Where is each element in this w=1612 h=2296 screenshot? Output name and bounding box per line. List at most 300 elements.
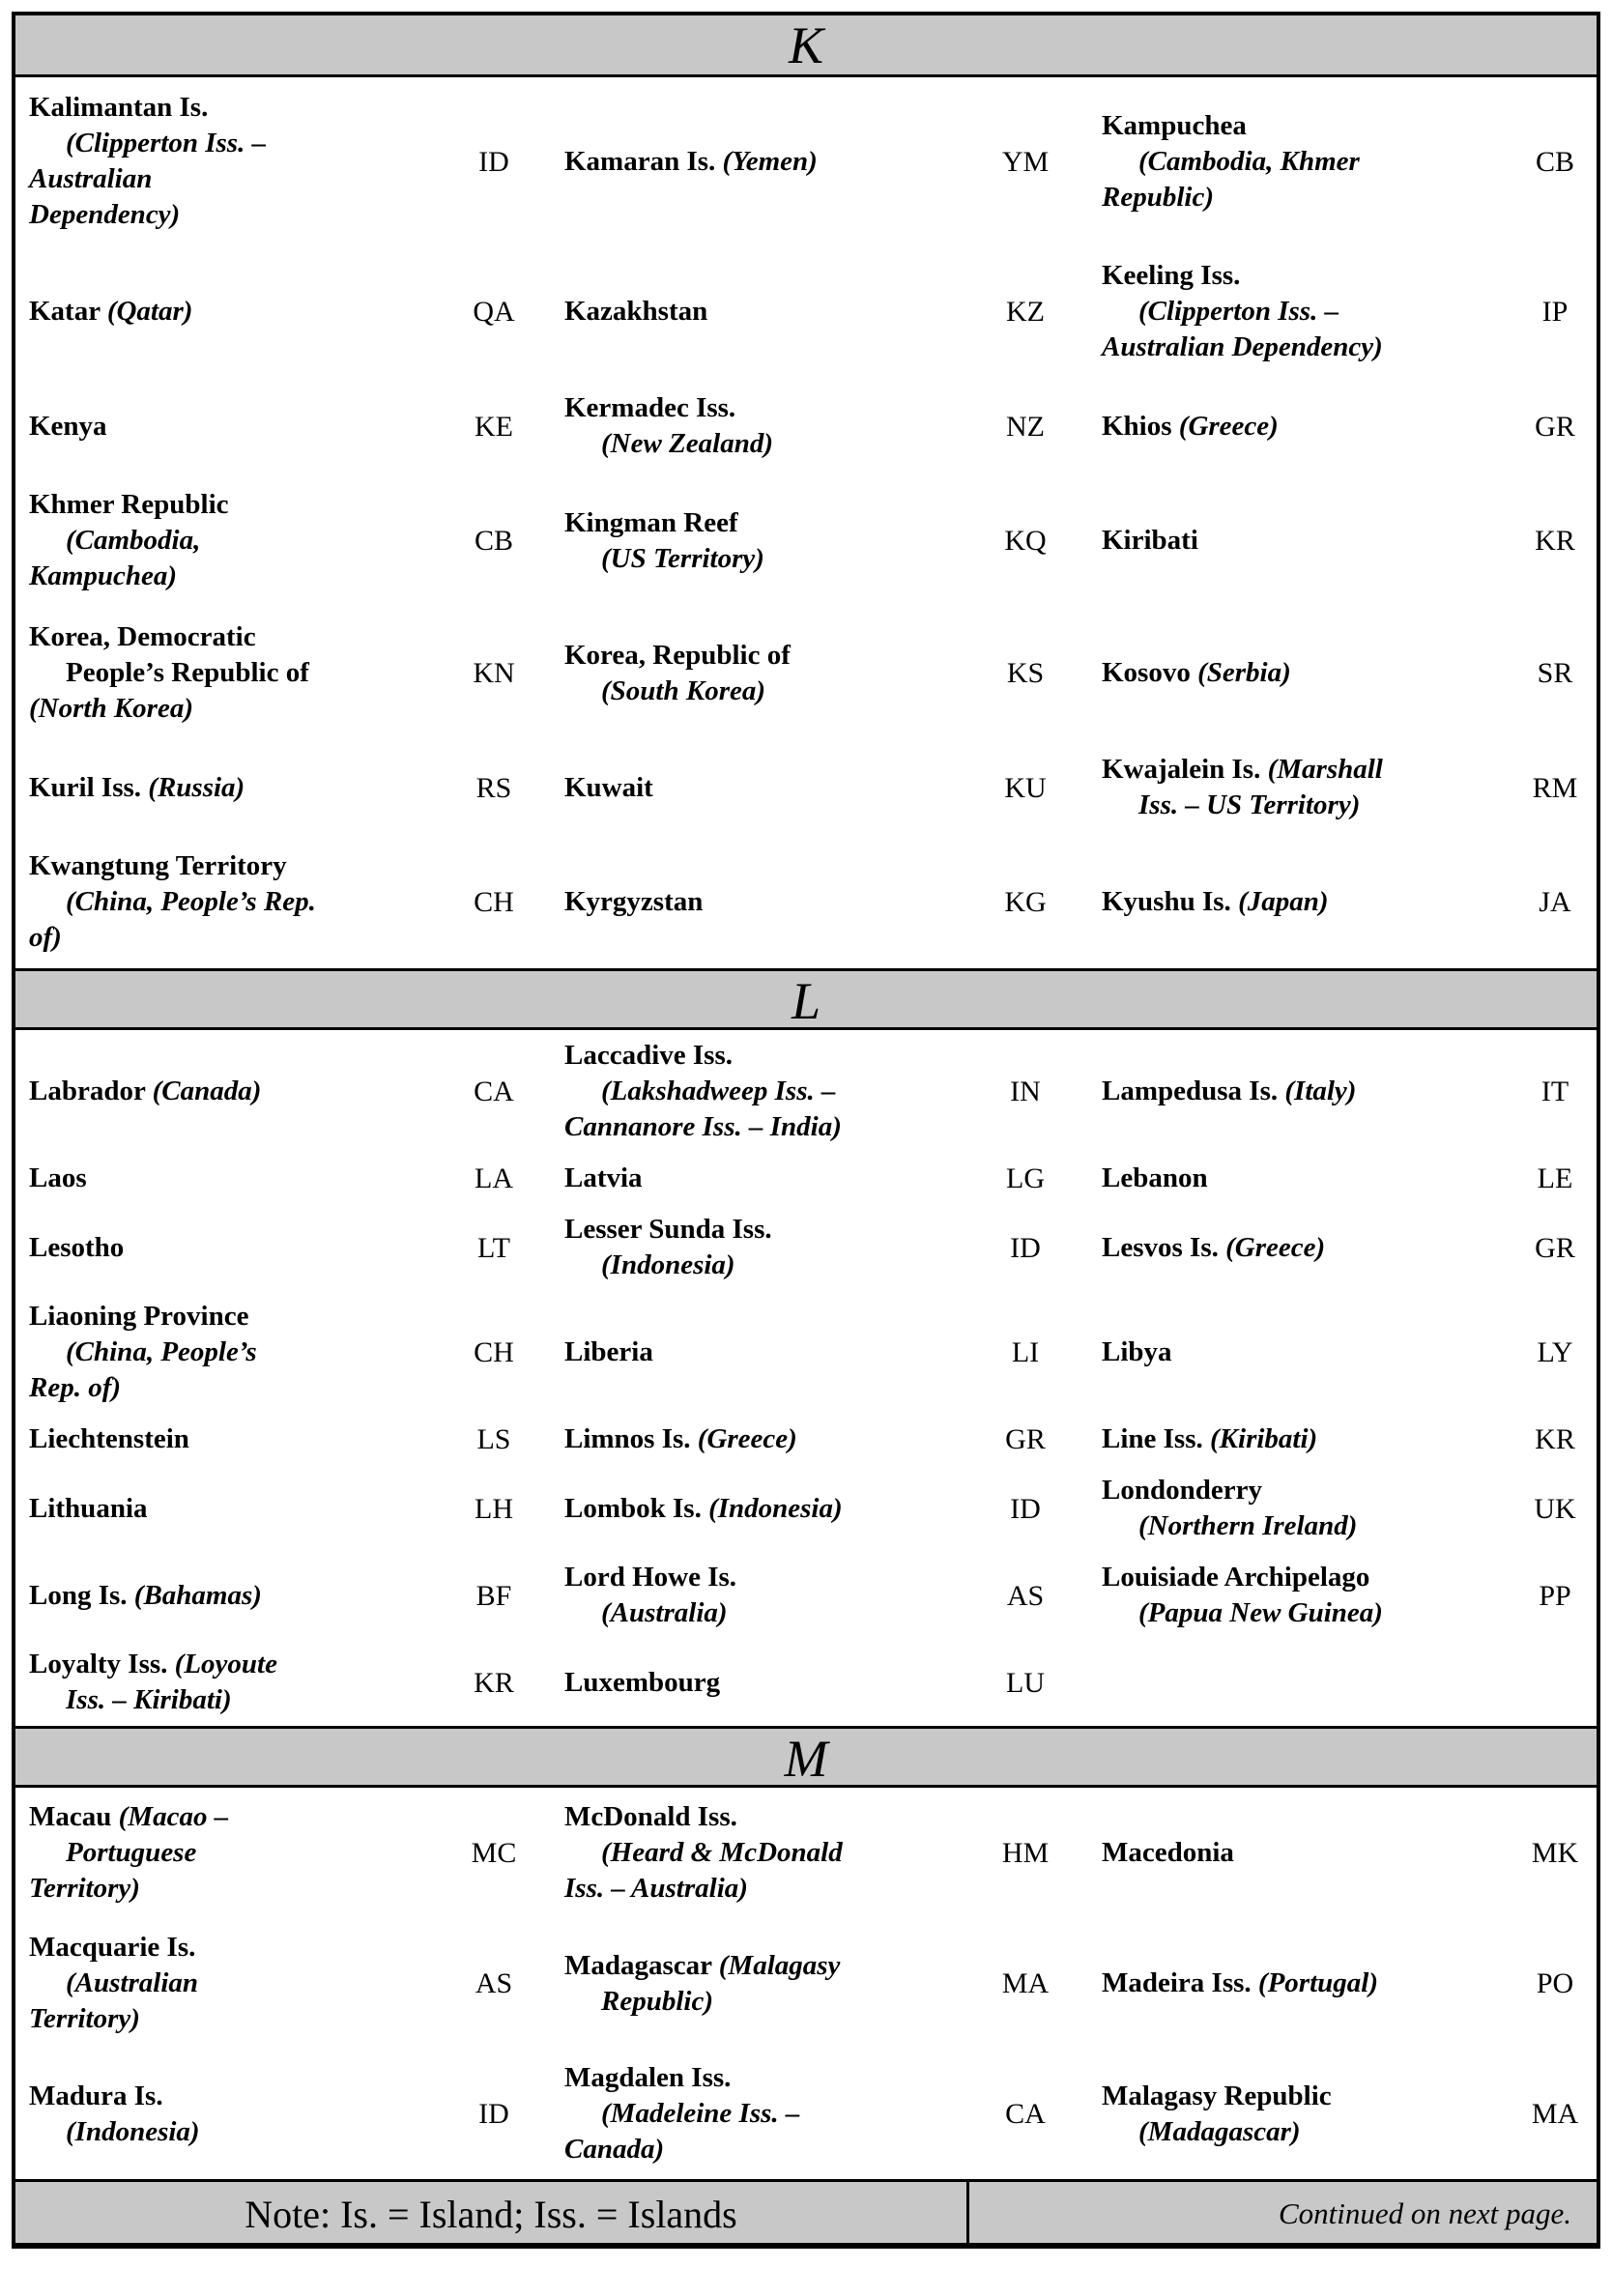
entry-row (15, 1291, 1597, 1414)
entry-name-main: Khios (1102, 410, 1179, 442)
entry-code: LA (475, 1162, 513, 1194)
entry-name-line (1102, 1230, 1513, 1266)
entry-name-main: Lithuania (29, 1492, 148, 1524)
entry-name-line (564, 1835, 982, 1871)
entry-name-main: Lampedusa Is. (1102, 1076, 1285, 1106)
entry-name (1069, 1421, 1513, 1457)
entry-name-qualifier: (Madagascar) (1138, 2115, 1301, 2147)
entry-name (1069, 1161, 1513, 1196)
entry-code: JA (1539, 886, 1571, 918)
entry-name-main: Laos (29, 1162, 87, 1193)
entry-name-line (29, 197, 450, 233)
entry-name-main: Kosovo (1102, 657, 1198, 688)
entry-name-qualifier: (Portugal) (1257, 1967, 1378, 1998)
entry-name-qualifier: Dependency) (29, 199, 181, 230)
entry-name-main: Madura Is. (29, 2080, 163, 2111)
entry-name-qualifier: (Greece) (1178, 410, 1279, 442)
entry-name-qualifier: (Japan) (1238, 886, 1329, 917)
entry-name-main: Kwangtung Territory (29, 850, 287, 881)
entry-name-qualifier: (Italy) (1284, 1076, 1357, 1106)
entry-name-line (29, 1421, 450, 1457)
entry-code: LY (1537, 1336, 1573, 1368)
entry-name-main: Lesotho (29, 1231, 125, 1263)
section-letter-L: L (791, 972, 821, 1030)
entry-name-line (1102, 2079, 1513, 2114)
entry-name-main: Madeira Iss. (1102, 1967, 1258, 1998)
entry-name-line (1102, 1560, 1513, 1595)
table-footer (15, 2179, 1597, 2243)
entry-name-line (29, 1799, 450, 1835)
entry-name (537, 1799, 982, 1907)
entry-code: MA (1001, 1967, 1050, 1999)
entry-name-line (29, 655, 450, 691)
entry-name-qualifier: Australian (29, 163, 153, 194)
entry-code: CH (474, 886, 514, 918)
entry-code: KN (473, 657, 515, 689)
country-code-table (12, 12, 1600, 2249)
entry-name-main: Kenya (29, 410, 107, 442)
entry-code: GR (1535, 410, 1575, 443)
entry-code: KR (474, 1666, 514, 1699)
entry-name (15, 1491, 450, 1527)
entry-name-main: Lebanon (1102, 1162, 1208, 1193)
entry-code: QA (473, 296, 515, 328)
entry-name-main: Malagasy Republic (1102, 2080, 1332, 2111)
entry-name-line (1102, 752, 1513, 788)
entry-name-main: Kyrgyzstan (564, 886, 704, 917)
entry-name-line (29, 1491, 450, 1527)
entry-name (1069, 884, 1513, 920)
entry-name-line (564, 144, 982, 180)
entry-name (537, 638, 982, 709)
entry-code: YM (1001, 145, 1050, 178)
entry-name-line (29, 523, 450, 559)
entry-name (15, 1161, 450, 1196)
entry-name-main: Louisiade Archipelago (1102, 1562, 1370, 1593)
entry-code: ID (478, 145, 509, 178)
entry-name-main: Kalimantan Is. (29, 92, 209, 123)
entry-name-line (1102, 108, 1513, 144)
entry-code: KS (1006, 657, 1045, 689)
entry-name (1069, 258, 1513, 365)
footer-continued: Continued on next page. (1278, 2196, 1571, 2230)
entry-name-main: Liberia (564, 1336, 653, 1367)
entry-name (1069, 1335, 1513, 1370)
entry-name-line (29, 1335, 450, 1370)
entry-name-qualifier: (Bahamas) (133, 1579, 262, 1611)
entry-name-qualifier: (Loyoute (174, 1649, 277, 1679)
entry-name-line (29, 1835, 450, 1871)
entry-name (1069, 1230, 1513, 1266)
entry-name (15, 1578, 450, 1614)
entry-name-line (1102, 1508, 1513, 1544)
entry-name-main: Macquarie Is. (29, 1932, 196, 1963)
entry-name-line (564, 541, 982, 577)
entry-name-line (1102, 330, 1513, 365)
entry-name-line (564, 1948, 982, 1984)
section-letter-K: K (788, 16, 824, 74)
entry-code: LE (1537, 1162, 1573, 1194)
entry-code: KR (1535, 525, 1575, 557)
entry-name (537, 1421, 982, 1457)
entry-name-line (29, 884, 450, 920)
entry-name-qualifier: (Cambodia, Khmer (1138, 145, 1360, 177)
entry-name (1069, 655, 1513, 691)
entry-name-line (564, 505, 982, 541)
entry-name-line (29, 1966, 450, 2001)
entry-code: LI (1011, 1336, 1040, 1368)
entry-name-line (564, 1491, 982, 1527)
entry-code: KE (475, 410, 513, 443)
entry-name-main: Kingman Reef (564, 506, 738, 538)
entry-name (537, 294, 982, 330)
entry-name-main: Liechtenstein (29, 1423, 189, 1454)
entry-name-line (1102, 1966, 1513, 2001)
entry-name (537, 2060, 982, 2167)
entry-name-line (564, 294, 982, 330)
entry-name-line (1102, 1473, 1513, 1508)
entry-name-qualifier: Iss. – US Territory) (1138, 789, 1361, 820)
entry-row (15, 2049, 1597, 2179)
entry-name-line (564, 638, 982, 674)
entry-name-line (29, 2001, 450, 2037)
entry-name-main: Kamaran Is. (564, 145, 723, 177)
entry-name-main: Madagascar (564, 1949, 719, 1981)
entry-name-main: McDonald Iss. (564, 1801, 737, 1832)
entry-row (15, 77, 1597, 245)
section-header-M (15, 1726, 1597, 1788)
entry-name-qualifier: (North Korea) (29, 693, 193, 724)
entry-name-line (1102, 1074, 1513, 1109)
entry-name-line (1102, 258, 1513, 294)
entry-name-qualifier: Republic) (601, 1985, 713, 2017)
entry-name-main: Labrador (29, 1076, 153, 1106)
entry-name-line (564, 1109, 982, 1145)
entry-code: IN (1010, 1076, 1041, 1107)
entry-name-qualifier: (Russia) (148, 771, 245, 803)
entry-name-qualifier: (Clipperton Iss. – (66, 128, 267, 158)
entry-row (15, 1465, 1597, 1552)
entry-row (15, 1788, 1597, 1918)
entry-name-qualifier: (Clipperton Iss. – (1138, 296, 1339, 327)
entry-code: KZ (1006, 296, 1045, 328)
entry-name-line (564, 426, 982, 462)
entry-name-line (1102, 1835, 1513, 1871)
section-body-L (15, 1030, 1597, 1726)
entry-name-main: Keeling Iss. (1102, 260, 1241, 291)
entry-name (537, 144, 982, 180)
entry-name-line (29, 770, 450, 806)
entry-name (1069, 1473, 1513, 1544)
entry-code: RM (1532, 771, 1578, 804)
entry-name (1069, 1560, 1513, 1631)
entry-name-line (564, 1595, 982, 1631)
entry-name-line (29, 619, 450, 655)
entry-name (15, 848, 450, 956)
entry-name (1069, 752, 1513, 823)
entry-name-main: Korea, Democratic (29, 621, 256, 652)
entry-name (15, 1074, 450, 1109)
entry-name-qualifier: Cannanore Iss. – India) (564, 1111, 842, 1142)
entry-code: LT (477, 1231, 510, 1264)
entry-name-qualifier: (Greece) (697, 1423, 797, 1454)
entry-name-main: Macedonia (1102, 1837, 1234, 1868)
entry-name-main: Korea, Republic of (564, 639, 791, 671)
entry-row (15, 378, 1597, 474)
entry-code: UK (1534, 1492, 1576, 1525)
entry-row (15, 836, 1597, 968)
entry-code: BF (475, 1579, 512, 1612)
entry-name-line (29, 920, 450, 956)
entry-name-qualifier: (Macao – (118, 1801, 229, 1832)
entry-name-main: Lesser Sunda Iss. (564, 1214, 772, 1245)
entry-name-main: Long Is. (29, 1579, 134, 1611)
entry-name (537, 1665, 982, 1701)
entry-name (537, 1948, 982, 2020)
entry-name (15, 1299, 450, 1406)
section-header-L (15, 968, 1597, 1030)
entry-row (15, 739, 1597, 836)
entry-name-qualifier: (China, People’s (66, 1336, 257, 1367)
entry-name (15, 1930, 450, 2037)
entry-name-line (29, 1871, 450, 1907)
entry-row (15, 1639, 1597, 1726)
entry-name-main: People’s Republic of (66, 657, 309, 688)
entry-name-line (564, 1248, 982, 1283)
entry-code: AS (1006, 1579, 1045, 1612)
entry-name-line (564, 2060, 982, 2096)
entry-name-qualifier: (Serbia) (1197, 657, 1291, 688)
entry-name-qualifier: (Malagasy (718, 1949, 841, 1981)
section-body-M (15, 1788, 1597, 2179)
entry-name-qualifier: (Canada) (152, 1076, 262, 1106)
entry-code: LH (475, 1492, 513, 1525)
entry-code: NZ (1006, 410, 1045, 443)
entry-name-main: Lombok Is. (564, 1492, 709, 1524)
entry-row (15, 1552, 1597, 1639)
entry-name-line (29, 559, 450, 594)
entry-name-line (564, 1984, 982, 2020)
entry-name-qualifier: of) (29, 922, 62, 953)
entry-name-line (1102, 180, 1513, 215)
entry-name (15, 2079, 450, 2150)
entry-name-line (29, 1161, 450, 1196)
entry-name-line (29, 90, 450, 126)
entry-name-line (564, 2132, 982, 2167)
entry-name-line (1102, 1421, 1513, 1457)
entry-name (1069, 1966, 1513, 2001)
entry-name-qualifier: Territory) (29, 1873, 140, 1904)
entry-name-main: Latvia (564, 1162, 643, 1193)
entry-name-line (1102, 523, 1513, 559)
entry-name-line (564, 1560, 982, 1595)
entry-name (1069, 523, 1513, 559)
entry-name-line (564, 1161, 982, 1196)
entry-name-line (1102, 2114, 1513, 2150)
entry-name-qualifier: Kampuchea) (29, 560, 178, 591)
entry-name-line (29, 691, 450, 727)
entry-name (537, 390, 982, 462)
entry-name-main: Liaoning Province (29, 1301, 249, 1332)
entry-code: LG (1006, 1162, 1045, 1194)
entry-name (537, 1560, 982, 1631)
entry-name-qualifier: (Northern Ireland) (1138, 1510, 1358, 1541)
entry-code: RS (475, 771, 512, 804)
entry-name-qualifier: Iss. – Kiribati) (66, 1684, 232, 1715)
entry-name (15, 487, 450, 594)
entry-row (15, 1153, 1597, 1204)
entry-name (15, 1230, 450, 1266)
entry-row (15, 1204, 1597, 1291)
entry-code: KQ (1004, 525, 1047, 557)
section-body-K (15, 77, 1597, 968)
entry-name-qualifier: (Greece) (1225, 1231, 1326, 1263)
entry-name (15, 294, 450, 330)
entry-name (1069, 409, 1513, 445)
entry-name (1069, 1074, 1513, 1109)
entry-name-qualifier: (China, People’s Rep. (66, 886, 316, 917)
entry-name-line (29, 1647, 450, 1682)
entry-name-line (1102, 788, 1513, 823)
entry-name-line (29, 487, 450, 523)
entry-name-line (564, 1212, 982, 1248)
entry-name-line (564, 1799, 982, 1835)
entry-name-qualifier: (South Korea) (601, 674, 766, 706)
entry-name-qualifier: (Cambodia, (66, 525, 201, 556)
entry-name-line (564, 1421, 982, 1457)
entry-code: ID (478, 2098, 509, 2130)
entry-name-line (29, 1682, 450, 1718)
entry-name-qualifier: Territory) (29, 2003, 140, 2034)
entry-code: CA (1005, 2098, 1046, 2130)
entry-code: GR (1535, 1231, 1575, 1264)
entry-name (1069, 1835, 1513, 1871)
entry-name-qualifier: (Lakshadweep Iss. – (601, 1076, 836, 1106)
entry-code: LS (476, 1423, 511, 1455)
entry-name-line (1102, 884, 1513, 920)
entry-name-main: Lord Howe Is. (564, 1562, 737, 1593)
entry-code: KU (1004, 771, 1047, 804)
entry-name (537, 1038, 982, 1145)
section-letter-M: M (784, 1730, 828, 1788)
entry-name-qualifier: (Indonesia) (601, 1249, 735, 1280)
entry-name-line (564, 1871, 982, 1907)
entry-code: GR (1005, 1423, 1046, 1455)
entry-name-qualifier: (Australia) (601, 1597, 728, 1628)
entry-name-main: Khmer Republic (29, 489, 229, 520)
entry-code: MA (1531, 2098, 1579, 2130)
entry-name-line (29, 1578, 450, 1614)
entry-name-line (29, 2079, 450, 2114)
entry-code: PP (1539, 1579, 1571, 1612)
entry-name-line (564, 390, 982, 426)
entry-name (537, 1335, 982, 1370)
entry-code: IT (1540, 1076, 1569, 1107)
entry-code: CA (474, 1076, 514, 1107)
entry-name-line (564, 2096, 982, 2132)
entry-code: ID (1010, 1492, 1041, 1525)
entry-name-line (564, 884, 982, 920)
entry-name-line (29, 126, 450, 161)
entry-name (15, 1421, 450, 1457)
entry-name-line (1102, 294, 1513, 330)
entry-name-qualifier: Rep. of) (29, 1372, 122, 1403)
entry-name-line (29, 1230, 450, 1266)
entry-name-main: Kampuchea (1102, 109, 1247, 141)
entry-row (15, 245, 1597, 378)
entry-name-main: Londonderry (1102, 1475, 1262, 1506)
entry-name-line (1102, 409, 1513, 445)
entry-name-qualifier: (Papua New Guinea) (1138, 1597, 1383, 1628)
sections-mount (15, 15, 1597, 2179)
entry-code: LU (1006, 1666, 1045, 1699)
entry-name-main: Kiribati (1102, 525, 1198, 556)
entry-name-main: Kwajalein Is. (1102, 754, 1268, 785)
entry-name-line (1102, 1595, 1513, 1631)
entry-name-main: Libya (1102, 1336, 1172, 1367)
entry-name-qualifier: (Heard & McDonald (601, 1837, 843, 1868)
entry-code: KR (1535, 1423, 1575, 1455)
entry-name-qualifier: (US Territory) (601, 542, 764, 574)
entry-name-line (29, 161, 450, 197)
entry-name-line (29, 294, 450, 330)
entry-name-line (1102, 1335, 1513, 1370)
entry-name-line (29, 1930, 450, 1966)
entry-name-qualifier: (Indonesia) (66, 2115, 200, 2147)
entry-row (15, 1414, 1597, 1465)
entry-name-line (564, 1038, 982, 1074)
entry-name-qualifier: (Indonesia) (708, 1492, 843, 1524)
entry-name-main: Kazakhstan (564, 296, 708, 327)
entry-name (15, 1647, 450, 1718)
entry-name-qualifier: (Madeleine Iss. – (601, 2098, 800, 2129)
entry-row (15, 607, 1597, 739)
entry-code: IP (1541, 296, 1569, 328)
entry-name-line (29, 1074, 450, 1109)
entry-name-main: Kuwait (564, 771, 653, 803)
entry-code: KG (1004, 886, 1047, 918)
entry-code: CH (474, 1336, 514, 1368)
entry-name-qualifier: Canada) (564, 2134, 665, 2165)
entry-name-line (29, 848, 450, 884)
entry-name-line (564, 674, 982, 709)
entry-name (537, 505, 982, 577)
entry-name-line (29, 1370, 450, 1406)
entry-code: CB (1535, 145, 1575, 178)
entry-name-line (564, 770, 982, 806)
entry-name (537, 884, 982, 920)
entry-name-main: Kyushu Is. (1102, 886, 1239, 917)
entry-name-qualifier: (Australian (66, 1967, 198, 1998)
entry-name-qualifier: Iss. – Australia) (564, 1873, 748, 1904)
entry-name-line (1102, 1161, 1513, 1196)
entry-name (537, 1161, 982, 1196)
entry-name-main: Line Iss. (1102, 1423, 1211, 1454)
entry-name (1069, 2079, 1513, 2150)
entry-name-line (29, 1299, 450, 1335)
footer-note: Note: Is. = Island; Iss. = Islands (245, 2192, 737, 2236)
entry-name (15, 770, 450, 806)
entry-name (15, 1799, 450, 1907)
entry-name-main: Katar (29, 296, 107, 327)
entry-code: CB (474, 525, 514, 557)
entry-code: MC (471, 1837, 517, 1869)
entry-name-qualifier: (Yemen) (722, 145, 818, 177)
entry-name (1069, 108, 1513, 215)
entry-name (537, 770, 982, 806)
entry-name-main: Lesvos Is. (1102, 1231, 1226, 1263)
entry-name (15, 90, 450, 233)
